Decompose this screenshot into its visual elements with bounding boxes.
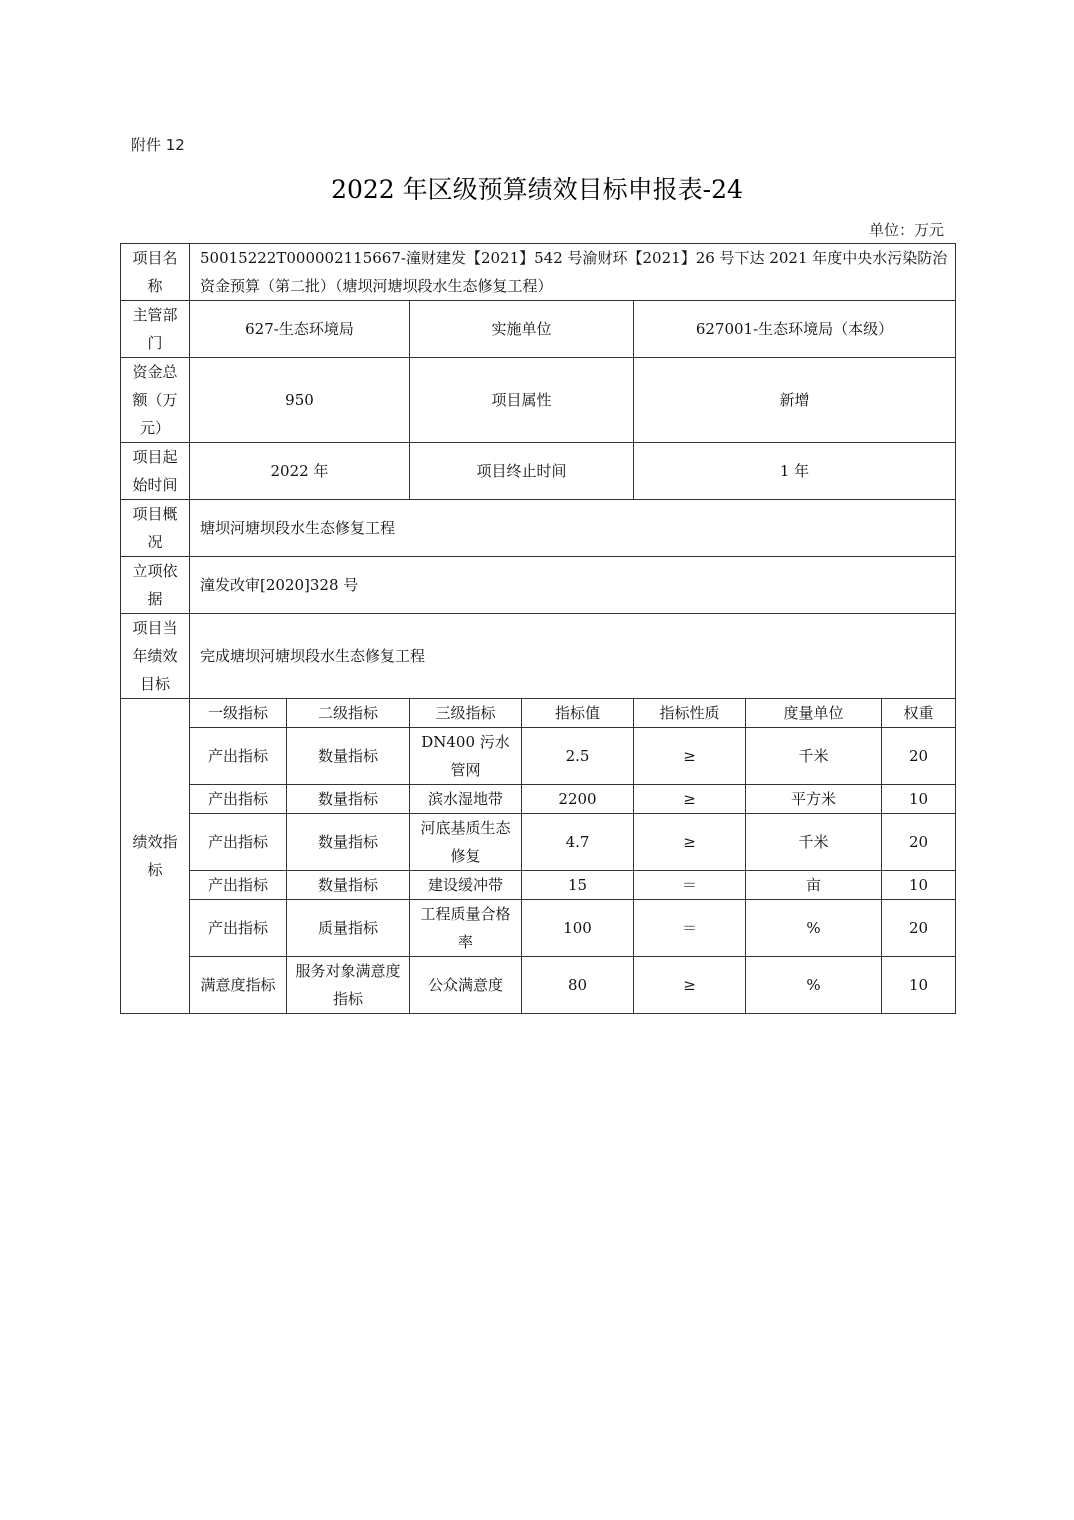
fund-total-value: 950: [190, 358, 410, 443]
row-summary: [121, 500, 956, 557]
cell-nature: ≥: [634, 814, 746, 871]
cell-weight: 10: [882, 785, 956, 814]
cell-nature: ≥: [634, 728, 746, 785]
header-level3: 三级指标: [410, 699, 522, 728]
table-row: [121, 871, 956, 900]
header-level2: 二级指标: [287, 699, 410, 728]
end-time-value: 1 年: [634, 443, 956, 500]
cell-level1: 产出指标: [190, 814, 287, 871]
project-attribute-label: 项目属性: [410, 358, 634, 443]
cell-unit: %: [746, 900, 882, 957]
cell-unit: 平方米: [746, 785, 882, 814]
row-basis: [121, 557, 956, 614]
cell-level3: DN400 污水管网: [410, 728, 522, 785]
cell-level3: 滨水湿地带: [410, 785, 522, 814]
indicator-section-label: 绩效指标: [121, 699, 190, 1014]
cell-unit: 亩: [746, 871, 882, 900]
start-time-value: 2022 年: [190, 443, 410, 500]
cell-level1: 产出指标: [190, 900, 287, 957]
unit-label: 单位：万元: [868, 221, 944, 239]
cell-value: 80: [522, 957, 634, 1014]
cell-level1: 满意度指标: [190, 957, 287, 1014]
cell-weight: 20: [882, 814, 956, 871]
cell-nature: ＝: [634, 871, 746, 900]
cell-unit: 千米: [746, 814, 882, 871]
department-label: 主管部门: [121, 301, 190, 358]
cell-value: 4.7: [522, 814, 634, 871]
cell-level1: 产出指标: [190, 871, 287, 900]
summary-label: 项目概况: [121, 500, 190, 557]
cell-level2: 数量指标: [287, 871, 410, 900]
row-fund: [121, 358, 956, 443]
row-goal: [121, 614, 956, 699]
implementing-unit-label: 实施单位: [410, 301, 634, 358]
indicator-header-row: [121, 699, 956, 728]
goal-label: 项目当年绩效目标: [121, 614, 190, 699]
cell-nature: ≥: [634, 785, 746, 814]
cell-weight: 10: [882, 957, 956, 1014]
project-name-label: 项目名称: [121, 244, 190, 301]
cell-unit: 千米: [746, 728, 882, 785]
cell-level1: 产出指标: [190, 785, 287, 814]
cell-value: 15: [522, 871, 634, 900]
cell-level2: 数量指标: [287, 728, 410, 785]
cell-nature: ＝: [634, 900, 746, 957]
project-attribute-value: 新增: [634, 358, 956, 443]
summary-value: 塘坝河塘坝段水生态修复工程: [190, 500, 956, 557]
cell-level3: 公众满意度: [410, 957, 522, 1014]
department-value: 627-生态环境局: [190, 301, 410, 358]
cell-level2: 服务对象满意度指标: [287, 957, 410, 1014]
budget-performance-table: [120, 243, 956, 1014]
fund-total-label: 资金总额（万元）: [121, 358, 190, 443]
table-row: [121, 785, 956, 814]
cell-nature: ≥: [634, 957, 746, 1014]
cell-level2: 数量指标: [287, 785, 410, 814]
basis-label: 立项依据: [121, 557, 190, 614]
cell-level3: 工程质量合格率: [410, 900, 522, 957]
project-name-value: 50015222T000002115667-潼财建发【2021】542 号渝财环【2021】26 号下达 2021 年度中央水污染防治资金预算（第二批）（塘坝河塘坝段水生态修复工程）: [190, 244, 956, 301]
cell-level2: 质量指标: [287, 900, 410, 957]
cell-value: 100: [522, 900, 634, 957]
row-time: [121, 443, 956, 500]
cell-weight: 10: [882, 871, 956, 900]
table-row: [121, 814, 956, 871]
header-level1: 一级指标: [190, 699, 287, 728]
table-row: [121, 957, 956, 1014]
header-unit: 度量单位: [746, 699, 882, 728]
cell-level3: 建设缓冲带: [410, 871, 522, 900]
header-value: 指标值: [522, 699, 634, 728]
cell-weight: 20: [882, 900, 956, 957]
table-row: [121, 728, 956, 785]
cell-weight: 20: [882, 728, 956, 785]
cell-level1: 产出指标: [190, 728, 287, 785]
row-department: [121, 301, 956, 358]
row-project-name: [121, 244, 956, 301]
end-time-label: 项目终止时间: [410, 443, 634, 500]
table-row: [121, 900, 956, 957]
start-time-label: 项目起始时间: [121, 443, 190, 500]
cell-level2: 数量指标: [287, 814, 410, 871]
header-nature: 指标性质: [634, 699, 746, 728]
basis-value: 潼发改审[2020]328 号: [190, 557, 956, 614]
page-title: 2022 年区级预算绩效目标申报表-24: [331, 175, 743, 204]
goal-value: 完成塘坝河塘坝段水生态修复工程: [190, 614, 956, 699]
cell-level3: 河底基质生态修复: [410, 814, 522, 871]
attachment-label: 附件 12: [131, 136, 185, 154]
cell-unit: %: [746, 957, 882, 1014]
cell-value: 2.5: [522, 728, 634, 785]
header-weight: 权重: [882, 699, 956, 728]
cell-value: 2200: [522, 785, 634, 814]
implementing-unit-value: 627001-生态环境局（本级）: [634, 301, 956, 358]
